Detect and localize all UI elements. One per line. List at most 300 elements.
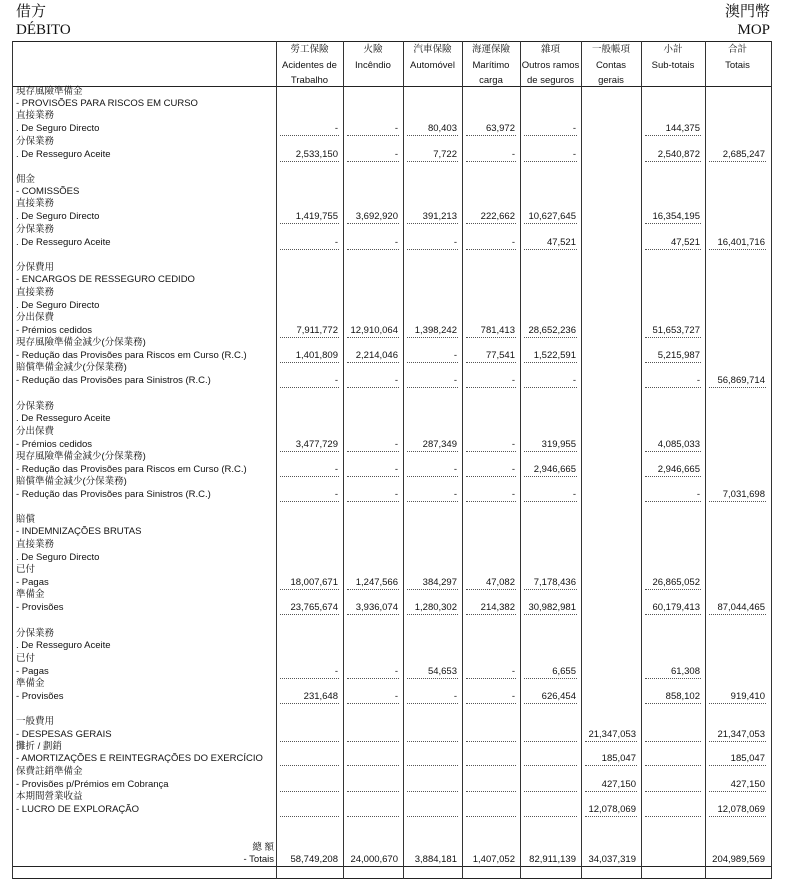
header-right-zh: 澳門幣 <box>724 4 770 20</box>
totals-label-zh: 總 額 <box>252 842 274 853</box>
underline <box>466 362 516 363</box>
underline <box>524 816 577 817</box>
underline <box>347 589 399 590</box>
underline <box>407 741 458 742</box>
underline <box>280 741 339 742</box>
cell-value: - <box>453 691 457 702</box>
row-label: 分保業務 <box>16 401 55 412</box>
underline <box>280 614 339 615</box>
column-divider <box>403 41 404 879</box>
underline <box>347 765 399 766</box>
underline <box>645 589 701 590</box>
underline <box>407 135 458 136</box>
cell-value: - <box>511 149 515 160</box>
totals-top-rule <box>12 866 772 867</box>
cell-value: - <box>394 666 398 677</box>
underline <box>466 135 516 136</box>
cell-value: - <box>334 123 338 134</box>
underline <box>466 703 516 704</box>
row-label: 保費註銷準備金 <box>16 766 83 777</box>
underline <box>280 791 339 792</box>
cell-value: 185,047 <box>730 753 765 764</box>
row-label: - Provisões <box>16 602 64 613</box>
totals-value: 3,884,181 <box>414 854 457 865</box>
cell-value: 231,648 <box>303 691 338 702</box>
cell-value: - <box>511 691 515 702</box>
column-header-pt2: carga <box>479 75 503 86</box>
underline <box>585 816 637 817</box>
underline <box>407 451 458 452</box>
row-label: 分保業務 <box>16 628 55 639</box>
underline <box>645 765 701 766</box>
underline <box>347 501 399 502</box>
cell-value: 144,375 <box>665 123 700 134</box>
header-bottom-rule <box>12 86 772 87</box>
underline <box>645 249 701 250</box>
underline <box>280 589 339 590</box>
underline <box>645 161 701 162</box>
underline <box>466 765 516 766</box>
row-label: 現存風險準備金減少(分保業務) <box>16 337 146 348</box>
underline <box>347 816 399 817</box>
cell-value: 60,179,413 <box>652 602 700 613</box>
row-label: 賠償 <box>16 514 36 525</box>
cell-value: 2,946,665 <box>657 464 700 475</box>
row-label: 直接業務 <box>16 287 55 298</box>
cell-value: - <box>453 489 457 500</box>
column-header-zh: 海運保險 <box>471 44 510 55</box>
cell-value: - <box>394 123 398 134</box>
row-label: 分保業務 <box>16 136 55 147</box>
row-label: - Pagas <box>16 666 49 677</box>
underline <box>709 249 766 250</box>
column-header-pt1: Totais <box>725 59 750 71</box>
cell-value: 7,911,772 <box>296 325 338 336</box>
underline <box>466 161 516 162</box>
row-label: 直接業務 <box>16 539 55 550</box>
cell-value: 185,047 <box>601 753 636 764</box>
cell-value: 214,382 <box>480 602 515 613</box>
underline <box>407 501 458 502</box>
table-right-border <box>771 41 772 879</box>
column-header-zh: 雜項 <box>540 44 560 55</box>
row-label: . De Seguro Directo <box>16 211 100 222</box>
underline <box>407 337 458 338</box>
underline <box>407 476 458 477</box>
cell-value: 919,410 <box>730 691 765 702</box>
underline <box>280 135 339 136</box>
cell-value: - <box>453 375 457 386</box>
column-header-pt2: Trabalho <box>290 75 329 86</box>
underline <box>407 765 458 766</box>
underline <box>280 161 339 162</box>
row-label: - Provisões <box>16 691 64 702</box>
cell-value: - <box>696 489 700 500</box>
column-header-pt1: Incêndio <box>355 59 391 71</box>
underline <box>645 337 701 338</box>
cell-value: 4,085,033 <box>657 439 700 450</box>
cell-value: - <box>394 439 398 450</box>
column-header-zh: 合計 <box>727 44 747 55</box>
underline <box>466 678 516 679</box>
row-label: - Redução das Provisões para Sinistros (R.C.) <box>16 375 211 386</box>
row-label: 直接業務 <box>16 198 55 209</box>
column-header-zh: 汽車保險 <box>413 44 452 55</box>
cell-value: 1,419,755 <box>295 211 338 222</box>
cell-value: 12,078,069 <box>588 804 636 815</box>
row-label: 現存風險準備金 <box>16 86 83 97</box>
row-label: - Pagas <box>16 577 49 588</box>
underline <box>524 614 577 615</box>
row-label: - Provisões p/Prémios em Cobrança <box>16 779 169 790</box>
cell-value: 16,401,716 <box>717 237 765 248</box>
column-header-pt1: Acidentes de <box>282 59 337 71</box>
underline <box>347 161 399 162</box>
underline <box>524 678 577 679</box>
underline <box>407 589 458 590</box>
underline <box>645 791 701 792</box>
row-label: 直接業務 <box>16 110 55 121</box>
underline <box>524 741 577 742</box>
cell-value: - <box>394 464 398 475</box>
underline <box>347 387 399 388</box>
cell-value: - <box>453 350 457 361</box>
cell-value: - <box>511 439 515 450</box>
column-divider <box>520 41 521 879</box>
row-label: . De Resseguro Aceite <box>16 640 111 651</box>
underline <box>347 703 399 704</box>
cell-value: 7,722 <box>433 149 457 160</box>
underline <box>466 791 516 792</box>
cell-value: 26,865,052 <box>652 577 700 588</box>
underline <box>466 387 516 388</box>
cell-value: 1,401,809 <box>295 350 338 361</box>
underline <box>280 249 339 250</box>
cell-value: 6,655 <box>552 666 576 677</box>
underline <box>347 223 399 224</box>
underline <box>524 703 577 704</box>
cell-value: 2,533,150 <box>295 149 338 160</box>
totals-value: 58,749,208 <box>290 854 338 865</box>
cell-value: 7,178,436 <box>533 577 576 588</box>
underline <box>347 614 399 615</box>
column-divider <box>276 41 277 879</box>
cell-value: 21,347,053 <box>717 729 765 740</box>
column-header-zh: 火險 <box>363 44 383 55</box>
cell-value: - <box>334 489 338 500</box>
totals-value: 34,037,319 <box>588 854 636 865</box>
underline <box>407 249 458 250</box>
row-label: 本期間營業收益 <box>16 791 83 802</box>
cell-value: - <box>696 375 700 386</box>
cell-value: - <box>394 237 398 248</box>
underline <box>524 451 577 452</box>
underline <box>466 476 516 477</box>
row-label: . De Resseguro Aceite <box>16 237 111 248</box>
underline <box>709 741 766 742</box>
cell-value: - <box>572 489 576 500</box>
cell-value: 47,521 <box>546 237 576 248</box>
underline <box>645 451 701 452</box>
cell-value: 5,215,987 <box>657 350 700 361</box>
underline <box>709 387 766 388</box>
underline <box>585 741 637 742</box>
cell-value: 2,214,046 <box>355 350 398 361</box>
cell-value: - <box>394 149 398 160</box>
cell-value: 3,477,729 <box>295 439 338 450</box>
underline <box>524 362 577 363</box>
cell-value: 1,247,566 <box>355 577 398 588</box>
cell-value: 2,540,872 <box>657 149 700 160</box>
underline <box>709 614 766 615</box>
underline <box>280 703 339 704</box>
underline <box>347 249 399 250</box>
underline <box>524 161 577 162</box>
underline <box>347 741 399 742</box>
row-label: . De Resseguro Aceite <box>16 149 111 160</box>
cell-value: 1,398,242 <box>414 325 457 336</box>
row-label: . De Seguro Directo <box>16 300 100 311</box>
column-header-zh: 小計 <box>663 44 683 55</box>
underline <box>524 249 577 250</box>
underline <box>585 791 637 792</box>
underline <box>466 249 516 250</box>
row-label: 已付 <box>16 564 36 575</box>
row-label: 已付 <box>16 653 36 664</box>
underline <box>709 161 766 162</box>
underline <box>347 476 399 477</box>
underline <box>280 678 339 679</box>
underline <box>407 614 458 615</box>
underline <box>645 703 701 704</box>
cell-value: 28,652,236 <box>528 325 576 336</box>
cell-value: 427,150 <box>601 779 636 790</box>
underline <box>466 589 516 590</box>
row-label: . De Resseguro Aceite <box>16 413 111 424</box>
cell-value: 47,082 <box>485 577 515 588</box>
underline <box>524 765 577 766</box>
cell-value: 384,297 <box>422 577 457 588</box>
cell-value: - <box>334 375 338 386</box>
cell-value: - <box>511 464 515 475</box>
row-label: - AMORTIZAÇÕES E REINTEGRAÇÕES DO EXERCÍCIO <box>16 753 263 764</box>
underline <box>347 135 399 136</box>
cell-value: 222,662 <box>480 211 515 222</box>
cell-value: 30,982,981 <box>528 602 576 613</box>
totals-label-pt: - Totais <box>243 854 274 865</box>
row-label: 現存風險準備金減少(分保業務) <box>16 451 146 462</box>
underline <box>407 678 458 679</box>
cell-value: - <box>334 237 338 248</box>
underline <box>709 791 766 792</box>
cell-value: - <box>453 237 457 248</box>
cell-value: 16,354,195 <box>652 211 700 222</box>
underline <box>407 816 458 817</box>
cell-value: 51,653,727 <box>652 325 700 336</box>
cell-value: 10,627,645 <box>528 211 576 222</box>
column-header-zh: 勞工保險 <box>290 44 329 55</box>
cell-value: 781,413 <box>480 325 515 336</box>
row-label: - LUCRO DE EXPLORAÇÃO <box>16 804 139 815</box>
cell-value: - <box>572 149 576 160</box>
column-divider <box>641 41 642 879</box>
column-header-pt1: Outros ramos <box>521 59 580 71</box>
underline <box>524 223 577 224</box>
cell-value: - <box>511 489 515 500</box>
underline <box>280 476 339 477</box>
underline <box>347 791 399 792</box>
underline <box>645 135 701 136</box>
column-divider <box>343 41 344 879</box>
cell-value: 12,910,064 <box>350 325 398 336</box>
underline <box>645 678 701 679</box>
cell-value: 3,936,074 <box>355 602 398 613</box>
cell-value: - <box>334 666 338 677</box>
header-left-pt: DÉBITO <box>16 22 71 38</box>
underline <box>585 765 637 766</box>
underline <box>709 501 766 502</box>
row-label: - INDEMNIZAÇÕES BRUTAS <box>16 526 142 537</box>
row-label: - PROVISÕES PARA RISCOS EM CURSO <box>16 98 198 109</box>
cell-value: 21,347,053 <box>588 729 636 740</box>
cell-value: - <box>572 123 576 134</box>
totals-value: 204,989,569 <box>712 854 765 865</box>
underline <box>280 501 339 502</box>
column-header-pt1: Marítimo <box>472 59 510 71</box>
underline <box>645 741 701 742</box>
table-left-border <box>12 41 13 879</box>
column-header-pt2: de seguros <box>526 75 574 86</box>
column-divider <box>705 41 706 879</box>
cell-value: 47,521 <box>670 237 700 248</box>
underline <box>524 476 577 477</box>
cell-value: - <box>394 691 398 702</box>
underline <box>709 703 766 704</box>
cell-value: 626,454 <box>541 691 576 702</box>
totals-value: 82,911,139 <box>529 854 576 865</box>
cell-value: 63,972 <box>485 123 515 134</box>
row-label: 分保業務 <box>16 224 55 235</box>
underline <box>524 337 577 338</box>
cell-value: 2,685,247 <box>722 149 765 160</box>
row-label: . De Seguro Directo <box>16 552 100 563</box>
cell-value: 319,955 <box>541 439 576 450</box>
row-label: - COMISSÕES <box>16 186 80 197</box>
cell-value: 7,031,698 <box>722 489 765 500</box>
row-label: 賠償準備金減少(分保業務) <box>16 362 127 373</box>
underline <box>466 451 516 452</box>
row-label: 分出保費 <box>16 426 55 437</box>
cell-value: 18,007,671 <box>290 577 338 588</box>
underline <box>407 387 458 388</box>
underline <box>347 451 399 452</box>
row-label: . De Seguro Directo <box>16 123 100 134</box>
underline <box>280 765 339 766</box>
underline <box>466 501 516 502</box>
underline <box>709 765 766 766</box>
cell-value: - <box>394 489 398 500</box>
underline <box>280 362 339 363</box>
cell-value: - <box>394 375 398 386</box>
row-label: 一般費用 <box>16 716 55 727</box>
row-label: 攤折 / 劃銷 <box>16 741 62 752</box>
underline <box>347 362 399 363</box>
table-bottom-rule <box>12 878 772 879</box>
underline <box>280 816 339 817</box>
column-header-pt1: Automóvel <box>410 59 455 71</box>
cell-value: 1,280,302 <box>414 602 457 613</box>
underline <box>645 476 701 477</box>
cell-value: 77,541 <box>485 350 515 361</box>
underline <box>347 678 399 679</box>
underline <box>524 135 577 136</box>
cell-value: - <box>334 464 338 475</box>
cell-value: 1,522,591 <box>533 350 576 361</box>
underline <box>466 223 516 224</box>
row-label: - DESPESAS GERAIS <box>16 729 112 740</box>
row-label: 佣金 <box>16 174 36 185</box>
totals-value: 24,000,670 <box>350 854 398 865</box>
cell-value: 858,102 <box>665 691 700 702</box>
underline <box>407 791 458 792</box>
underline <box>280 223 339 224</box>
underline <box>347 337 399 338</box>
underline <box>645 387 701 388</box>
underline <box>524 387 577 388</box>
row-label: 賠償準備金減少(分保業務) <box>16 476 127 487</box>
underline <box>280 387 339 388</box>
underline <box>407 223 458 224</box>
row-label: - ENCARGOS DE RESSEGURO CEDIDO <box>16 274 195 285</box>
row-label: - Redução das Provisões para Riscos em Curso (R.C.) <box>16 464 247 475</box>
header-right-pt: MOP <box>737 22 770 38</box>
cell-value: - <box>511 666 515 677</box>
column-header-zh: 一般帳項 <box>591 44 630 55</box>
cell-value: 56,869,714 <box>717 375 765 386</box>
row-label: - Prémios cedidos <box>16 325 93 336</box>
underline <box>645 501 701 502</box>
row-label: - Redução das Provisões para Riscos em Curso (R.C.) <box>16 350 247 361</box>
cell-value: 23,765,674 <box>290 602 338 613</box>
totals-value: 1,407,052 <box>472 854 515 865</box>
cell-value: 54,653 <box>427 666 457 677</box>
underline <box>524 791 577 792</box>
underline <box>709 816 766 817</box>
cell-value: 12,078,069 <box>717 804 765 815</box>
underline <box>645 614 701 615</box>
cell-value: 287,349 <box>422 439 457 450</box>
cell-value: - <box>511 375 515 386</box>
cell-value: 391,213 <box>422 211 457 222</box>
row-label: 分出保費 <box>16 312 55 323</box>
underline <box>645 223 701 224</box>
cell-value: 427,150 <box>730 779 765 790</box>
column-divider <box>581 41 582 879</box>
header-left-zh: 借方 <box>16 4 47 20</box>
cell-value: 87,044,465 <box>717 602 765 613</box>
cell-value: - <box>453 464 457 475</box>
underline <box>407 362 458 363</box>
underline <box>524 589 577 590</box>
row-label: - Redução das Provisões para Sinistros (R.C.) <box>16 489 211 500</box>
row-label: - Prémios cedidos <box>16 439 93 450</box>
cell-value: 2,946,665 <box>533 464 576 475</box>
row-label: 分保費用 <box>16 262 55 273</box>
cell-value: - <box>572 375 576 386</box>
underline <box>407 161 458 162</box>
underline <box>466 337 516 338</box>
underline <box>466 816 516 817</box>
